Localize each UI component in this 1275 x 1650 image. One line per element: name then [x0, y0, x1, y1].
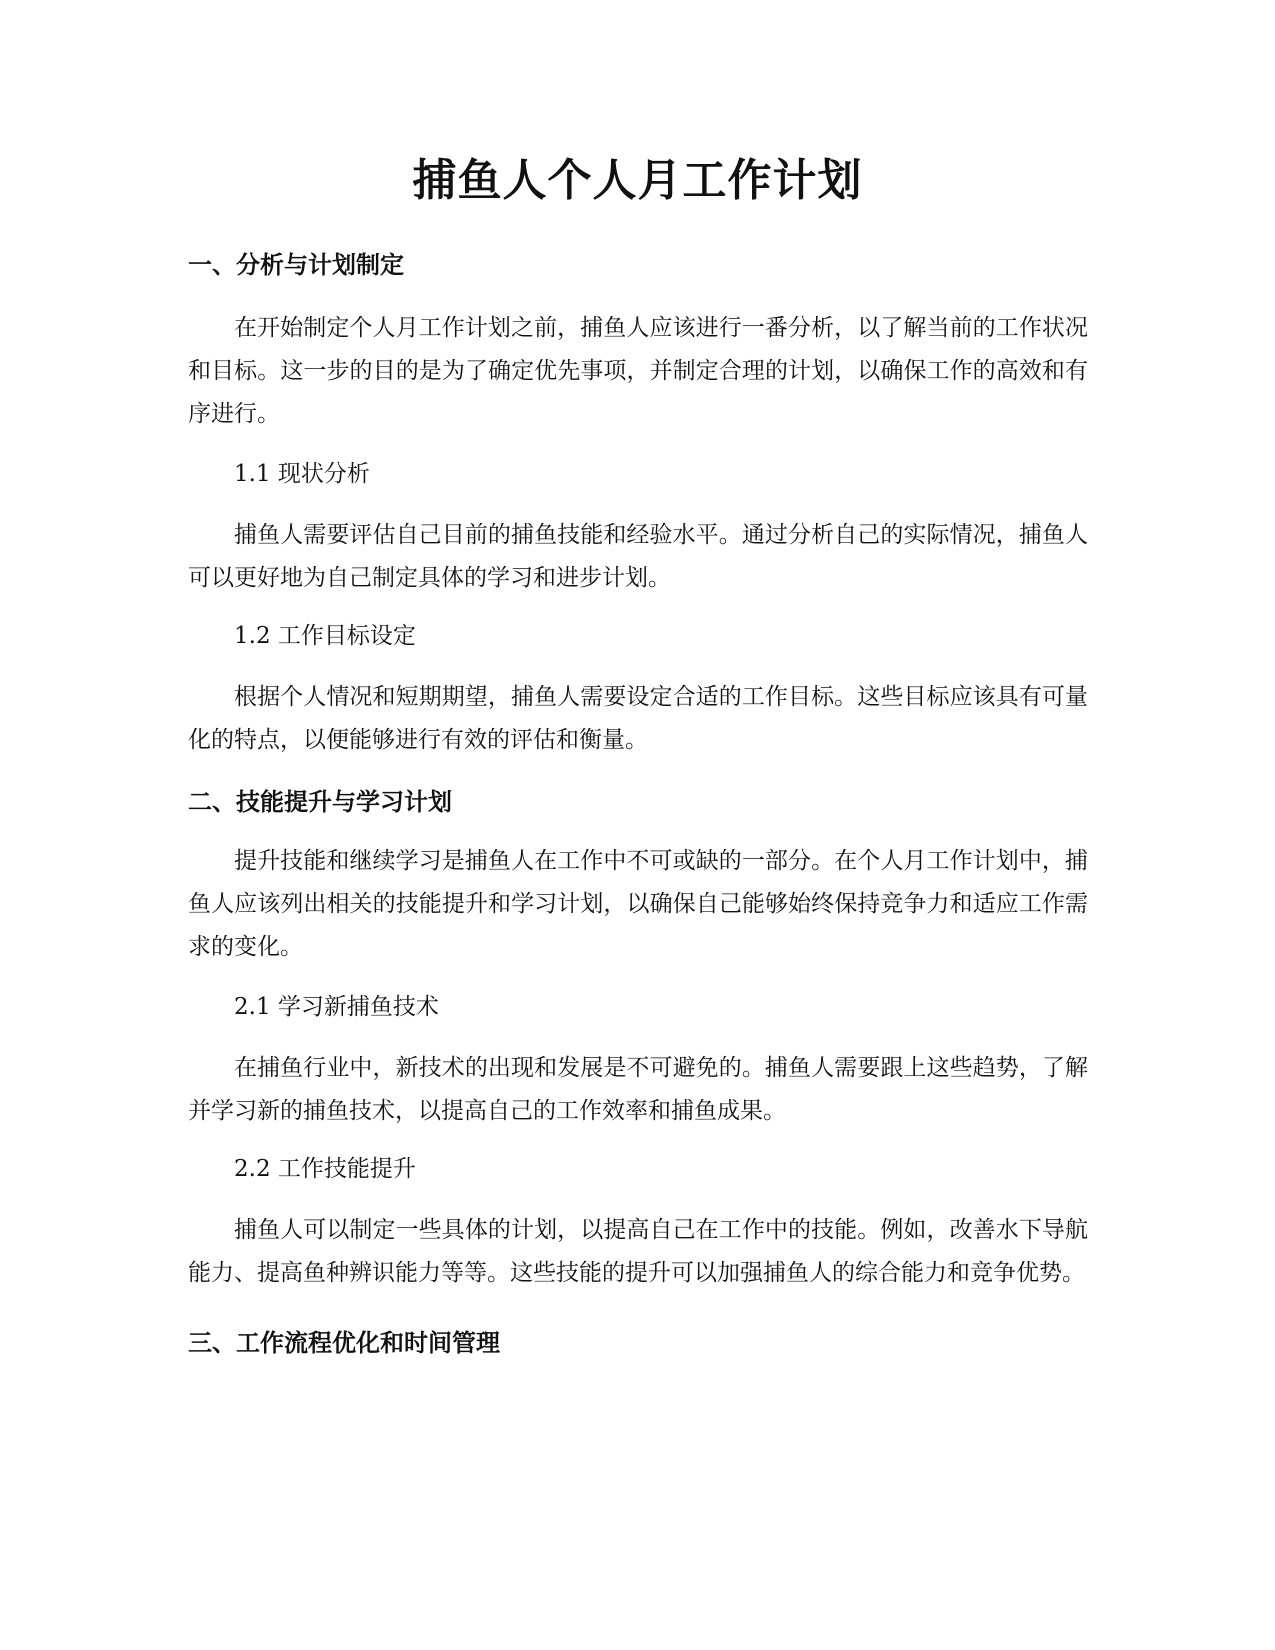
subsection-heading-2-1: 2.1 学习新捕鱼技术 [234, 994, 439, 1020]
subsection-heading-1-1: 1.1 现状分析 [234, 461, 370, 487]
subsection-2-1-body: 在捕鱼行业中，新技术的出现和发展是不可避免的。捕鱼人需要跟上这些趋势，了解并学习新的捕鱼技术，以提高自己的工作效率和捕鱼成果。 [188, 1055, 1088, 1124]
section-heading-1: 一、分析与计划制定 [188, 251, 404, 279]
subsection-1-2-body: 根据个人情况和短期期望，捕鱼人需要设定合适的工作目标。这些目标应该具有可量化的特点，以便能够进行有效的评估和衡量。 [188, 684, 1088, 753]
subsection-heading-2-2: 2.2 工作技能提升 [234, 1156, 416, 1182]
subsection-heading-1-2: 1.2 工作目标设定 [234, 623, 416, 649]
section-1-intro: 在开始制定个人月工作计划之前，捕鱼人应该进行一番分析，以了解当前的工作状况和目标。这一步的目的是为了确定优先事项，并制定合理的计划，以确保工作的高效和有序进行。 [188, 315, 1088, 427]
section-heading-2: 二、技能提升与学习计划 [188, 788, 452, 816]
document-title: 捕鱼人个人月工作计划 [412, 155, 863, 206]
subsection-2-2-body: 捕鱼人可以制定一些具体的计划，以提高自己在工作中的技能。例如，改善水下导航能力、提高鱼种辨识能力等等。这些技能的提升可以加强捕鱼人的综合能力和竞争优势。 [188, 1217, 1088, 1286]
subsection-1-1-body: 捕鱼人需要评估自己目前的捕鱼技能和经验水平。通过分析自己的实际情况，捕鱼人可以更好地为自己制定具体的学习和进步计划。 [188, 522, 1088, 591]
section-heading-3: 三、工作流程优化和时间管理 [188, 1329, 500, 1357]
section-2-intro: 提升技能和继续学习是捕鱼人在工作中不可或缺的一部分。在个人月工作计划中，捕鱼人应该列出相关的技能提升和学习计划，以确保自己能够始终保持竞争力和适应工作需求的变化。 [188, 848, 1088, 960]
document-body [188, 247, 1088, 1361]
